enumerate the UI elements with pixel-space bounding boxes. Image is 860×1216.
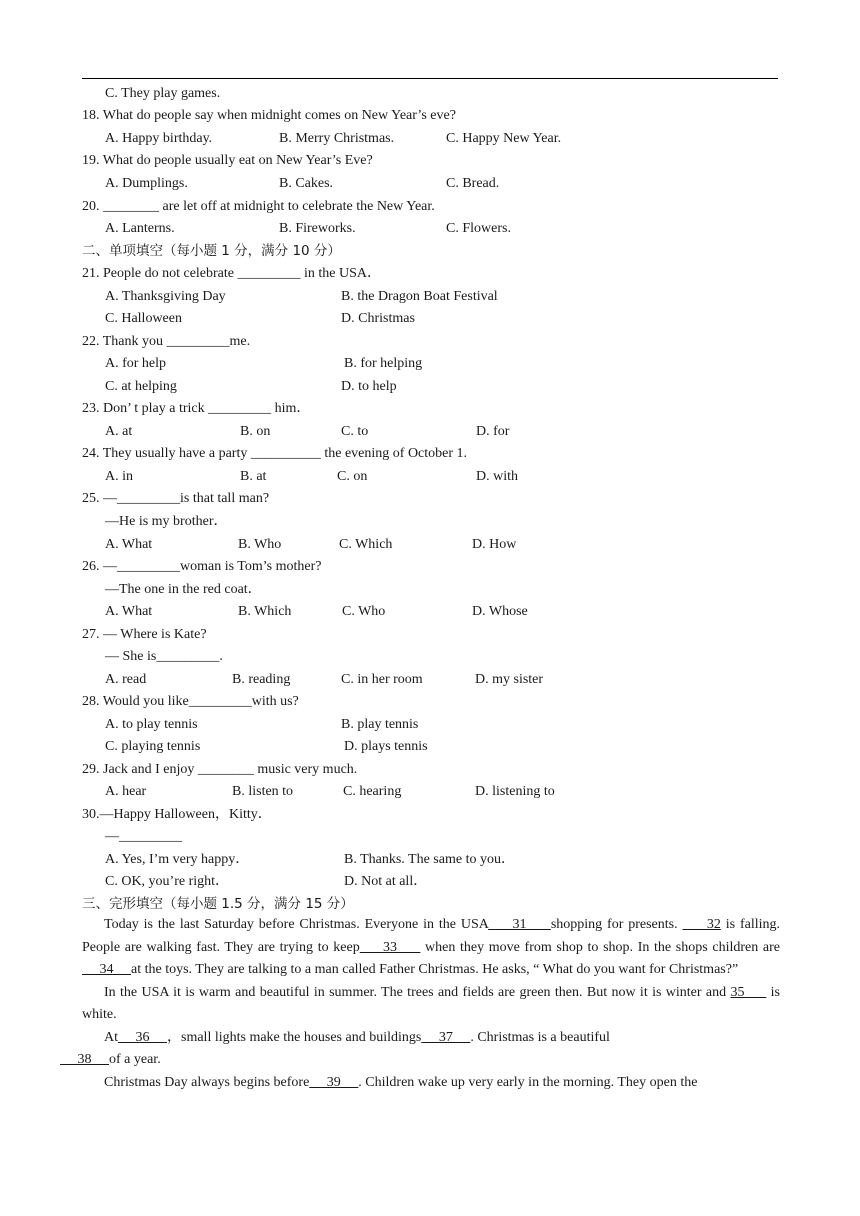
question-30: 30.—Happy Halloween，Kitty． bbox=[82, 807, 272, 822]
passage-text: ，small lights make the houses and buildings bbox=[167, 1029, 422, 1045]
blank-34: 34 bbox=[82, 962, 131, 977]
option-c: C. Halloween bbox=[105, 311, 182, 326]
option-c: C. hearing bbox=[343, 784, 402, 799]
option-b: B. Fireworks. bbox=[279, 221, 356, 236]
option-c: C. in her room bbox=[341, 672, 423, 687]
option-d: D. my sister bbox=[475, 672, 544, 687]
passage-text: is white. bbox=[82, 984, 780, 1022]
option-b: B. Merry Christmas. bbox=[279, 131, 395, 146]
passage-text: Christmas Day always begins before bbox=[104, 1074, 310, 1090]
option-d: D. plays tennis bbox=[344, 739, 428, 754]
question-29: 29. Jack and I enjoy ________ music very much. bbox=[82, 762, 358, 777]
option-b: B. reading bbox=[232, 672, 291, 687]
option-b: B. on bbox=[240, 424, 271, 439]
answer-line: —_________ bbox=[105, 829, 182, 844]
option-line: C. They play games. bbox=[105, 86, 221, 101]
option-c: C. Bread. bbox=[446, 176, 500, 191]
passage-text: when they move from shop to shop. In the shops children are bbox=[420, 939, 780, 955]
option-d: D. Not at all． bbox=[344, 874, 428, 889]
option-a: A. to play tennis bbox=[105, 717, 198, 732]
option-a: A. Yes, I’m very happy． bbox=[105, 852, 250, 867]
question-22: 22. Thank you _________me. bbox=[82, 334, 251, 349]
passage-text: is falling. People are walking fast. They are trying to keep bbox=[82, 917, 781, 955]
section-heading: 三、完形填空（每小题 1.5 分，满分 15 分） bbox=[82, 896, 354, 912]
question-27: 27. — Where is Kate? bbox=[82, 627, 207, 642]
option-b: B. for helping bbox=[344, 356, 423, 371]
answer-line: —The one in the red coat． bbox=[105, 582, 262, 597]
option-d: D. listening to bbox=[475, 784, 555, 799]
option-c: C. at helping bbox=[105, 379, 177, 394]
blank-36: 36 bbox=[118, 1029, 167, 1045]
option-b: B. at bbox=[240, 469, 267, 484]
question-26: 26. —_________woman is Tom’s mother? bbox=[82, 559, 322, 574]
option-b: B. listen to bbox=[232, 784, 294, 799]
passage-text: . Christmas is a beautiful bbox=[470, 1029, 610, 1045]
passage-text: At bbox=[104, 1029, 118, 1045]
option-a: A. read bbox=[105, 672, 147, 687]
option-c: C. to bbox=[341, 424, 369, 439]
option-d: D. with bbox=[476, 469, 518, 484]
passage-text: shopping for presents. bbox=[550, 917, 683, 932]
question-28: 28. Would you like_________with us? bbox=[82, 694, 299, 709]
question-18: 18. What do people say when midnight comes on New Year’s eve? bbox=[82, 108, 456, 123]
option-b: B. the Dragon Boat Festival bbox=[341, 289, 498, 304]
option-b: B. Cakes. bbox=[279, 176, 334, 191]
option-d: D. for bbox=[476, 424, 510, 439]
option-a: A. hear bbox=[105, 784, 147, 799]
option-a: A. at bbox=[105, 424, 133, 439]
cloze-paragraph bbox=[82, 1072, 780, 1095]
option-c: C. Who bbox=[342, 604, 386, 619]
option-d: D. to help bbox=[341, 379, 397, 394]
option-d: D. How bbox=[472, 537, 517, 552]
passage-text: . Children wake up very early in the morning. They open the bbox=[358, 1074, 698, 1090]
blank-33: 33 bbox=[359, 939, 421, 955]
passage-text: of a year. bbox=[109, 1052, 161, 1067]
option-a: A. Thanksgiving Day bbox=[105, 289, 226, 304]
option-c: C. OK, you’re right． bbox=[105, 874, 230, 889]
cloze-paragraph bbox=[82, 982, 780, 1027]
option-c: C. Which bbox=[339, 537, 393, 552]
option-a: A. What bbox=[105, 537, 153, 552]
option-c: C. playing tennis bbox=[105, 739, 201, 754]
option-b: B. Thanks. The same to you． bbox=[344, 852, 515, 867]
question-24: 24. They usually have a party __________ the evening of October 1. bbox=[82, 446, 468, 461]
passage-text: Today is the last Saturday before Christmas. Everyone in the USA bbox=[104, 917, 489, 932]
section-heading: 二、单项填空（每小题 1 分，满分 10 分） bbox=[82, 243, 341, 259]
blank-32: 32 bbox=[682, 917, 721, 932]
answer-line: —He is my brother． bbox=[105, 514, 228, 529]
passage-text: In the USA it is warm and beautiful in summer. The trees and fields are green then. But now it is winter and bbox=[104, 984, 731, 1000]
option-a: A. Dumplings. bbox=[105, 176, 188, 191]
option-c: C. on bbox=[337, 469, 368, 484]
cloze-paragraph bbox=[60, 1027, 780, 1072]
option-d: D. Whose bbox=[472, 604, 528, 619]
option-a: A. in bbox=[105, 469, 133, 484]
question-20: 20. ________ are let off at midnight to celebrate the New Year. bbox=[82, 199, 435, 214]
question-19: 19. What do people usually eat on New Year’s Eve? bbox=[82, 153, 373, 168]
blank-37: 37 bbox=[421, 1029, 471, 1045]
cloze-paragraph bbox=[82, 914, 780, 982]
option-a: A. What bbox=[105, 604, 153, 619]
answer-line: — She is_________. bbox=[105, 649, 223, 664]
blank-31: 31 bbox=[488, 917, 551, 932]
question-21: 21. People do not celebrate _________ in the USA． bbox=[82, 266, 382, 281]
option-a: A. for help bbox=[105, 356, 167, 371]
option-b: B. Who bbox=[238, 537, 282, 552]
option-b: B. Which bbox=[238, 604, 292, 619]
option-d: D. Christmas bbox=[341, 311, 415, 326]
blank-35: 35 bbox=[730, 984, 767, 1000]
cloze-passage bbox=[60, 914, 781, 1094]
option-b: B. play tennis bbox=[341, 717, 419, 732]
blank-38: 38 bbox=[60, 1052, 109, 1067]
option-a: A. Lanterns. bbox=[105, 221, 175, 236]
blank-39: 39 bbox=[309, 1074, 359, 1090]
option-c: C. Happy New Year. bbox=[446, 131, 562, 146]
question-23: 23. Don’ t play a trick _________ him． bbox=[82, 401, 311, 416]
option-c: C. Flowers. bbox=[446, 221, 511, 236]
option-a: A. Happy birthday. bbox=[105, 131, 213, 146]
header-rule bbox=[82, 78, 778, 79]
passage-text: at the toys. They are talking to a man called Father Christmas. He asks, “ What do you want for Christmas?” bbox=[131, 962, 739, 977]
question-25: 25. —_________is that tall man? bbox=[82, 491, 270, 506]
